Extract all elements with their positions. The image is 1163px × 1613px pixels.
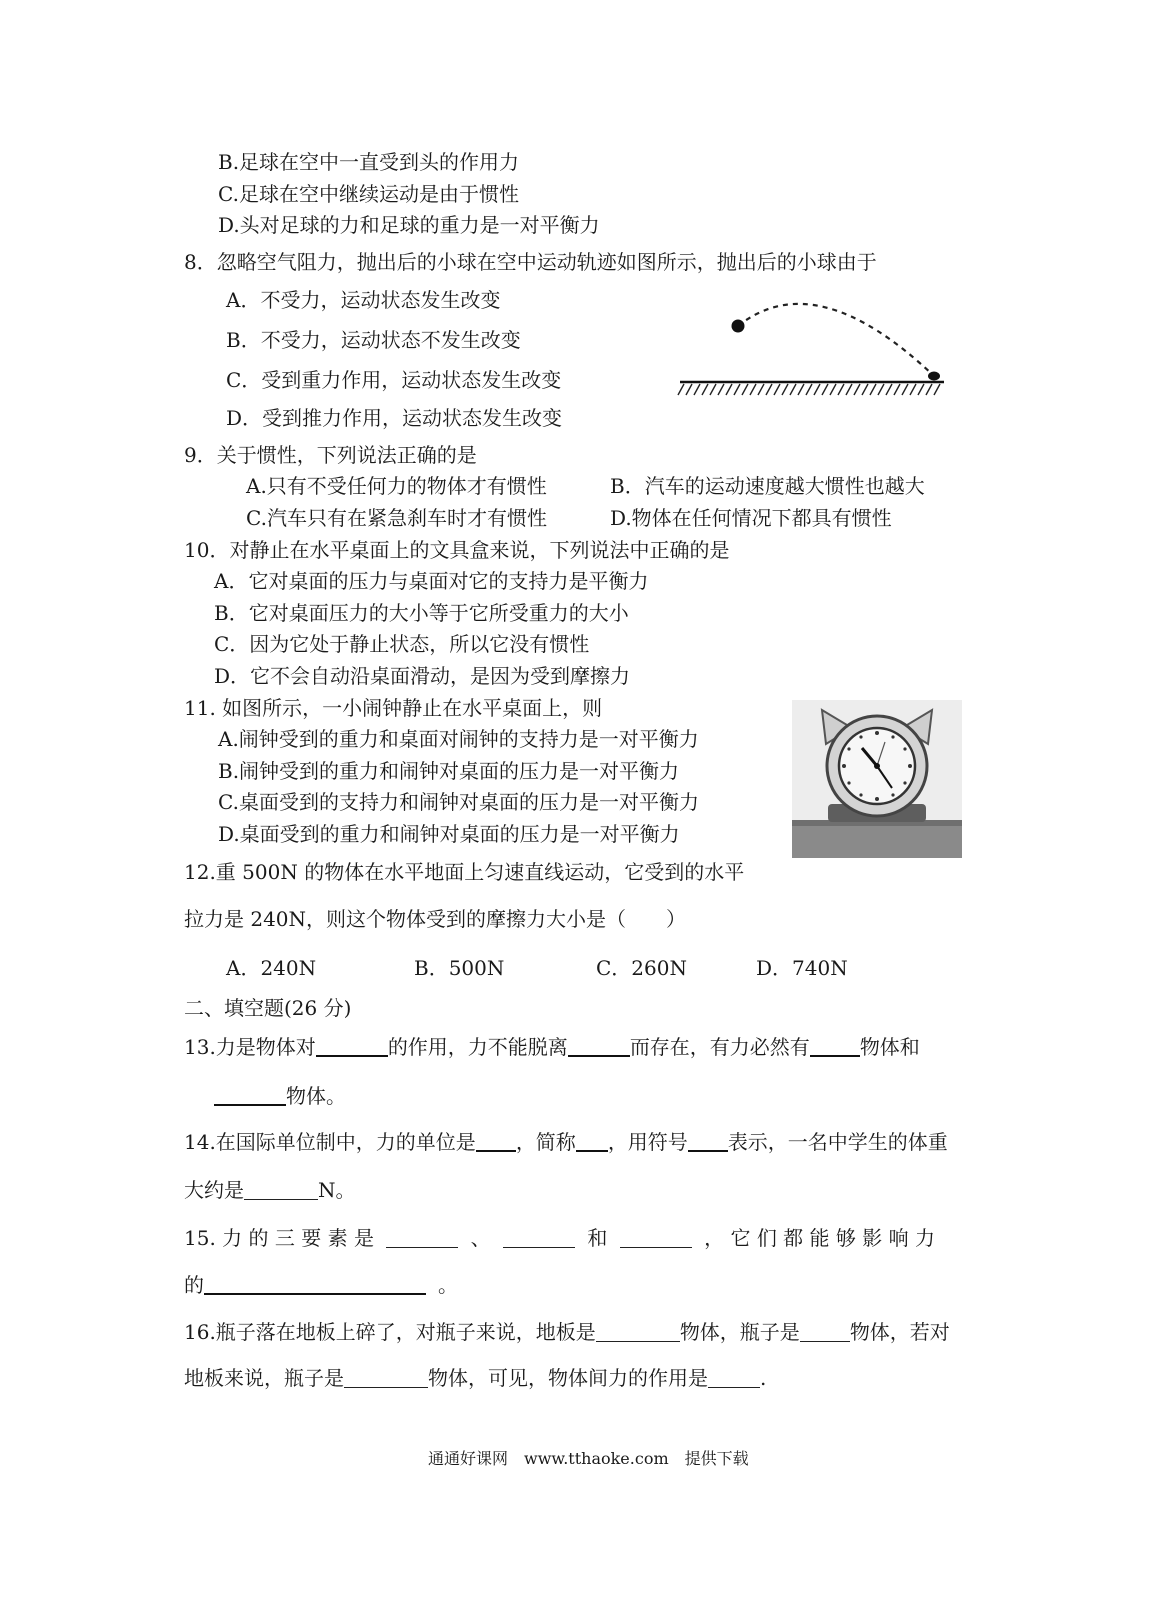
ball-end <box>928 372 940 381</box>
q11-option-a: A.闹钟受到的重力和桌面对闹钟的支持力是一对平衡力 <box>218 727 699 751</box>
q16-text-2: 物体，瓶子是 <box>679 1320 800 1344</box>
q13-blank-1 <box>316 1037 388 1057</box>
q15-text-2: 、 <box>470 1226 491 1250</box>
q16-blank-4 <box>708 1369 760 1388</box>
q10-option-d: D．它不会自动沿桌面滑动，是因为受到摩擦力 <box>214 664 631 688</box>
projectile-trajectory-figure <box>676 284 948 400</box>
q13-text-3: 而存在，有力必然有 <box>629 1035 810 1059</box>
q12-option-c: C．260N <box>596 956 687 980</box>
q10-option-b: B．它对桌面压力的大小等于它所受重力的大小 <box>214 601 629 625</box>
q12-line2: 拉力是 240N，则这个物体受到的摩擦力大小是（ ） <box>184 907 687 931</box>
q9-stem: 9．关于惯性，下列说法正确的是 <box>184 443 477 467</box>
q8-option-a: A．不受力，运动状态发生改变 <box>226 288 501 312</box>
q14-text-5: 大约是 <box>184 1178 244 1202</box>
q15-text-4: ， 它 们 都 能 够 影 响 力 <box>704 1226 935 1250</box>
q11-option-b: B.闹钟受到的重力和闹钟对桌面的压力是一对平衡力 <box>218 759 680 783</box>
q16-line2 <box>184 1366 766 1390</box>
q8-option-d: D．受到推力作用，运动状态发生改变 <box>226 406 563 430</box>
q13-text-1: 13.力是物体对 <box>184 1035 316 1059</box>
q13-blank-4 <box>214 1086 286 1106</box>
q13-text-2: 的作用，力不能脱离 <box>387 1035 568 1059</box>
q15-text-6: 。 <box>438 1273 458 1297</box>
q8-option-b: B．不受力，运动状态不发生改变 <box>226 328 521 352</box>
footer-credit: 通通好课网 www.tthaoke.com 提供下载 <box>428 1449 749 1468</box>
q11-stem: 11. 如图所示，一小闹钟静止在水平桌面上，则 <box>184 696 603 720</box>
q14-blank-1 <box>476 1132 516 1152</box>
q14-blank-2 <box>576 1132 608 1152</box>
q10-option-a: A．它对桌面的压力与桌面对它的支持力是平衡力 <box>214 569 649 593</box>
q16-text-4: 地板来说，瓶子是 <box>184 1366 344 1390</box>
q13-text-5: 物体。 <box>286 1084 346 1108</box>
q12-line1: 12.重 500N 的物体在水平地面上匀速直线运动，它受到的水平 <box>184 860 745 884</box>
q12-option-a: A．240N <box>226 956 317 980</box>
q15-text-3: 和 <box>587 1226 608 1250</box>
q15-line1 <box>184 1226 935 1250</box>
q12-option-d: D．740N <box>756 956 848 980</box>
q8-stem: 8．忽略空气阻力，抛出后的小球在空中运动轨迹如图所示，抛出后的小球由于 <box>184 250 877 274</box>
q16-blank-1 <box>596 1323 680 1342</box>
q14-line1 <box>184 1130 948 1154</box>
q15-blank-4 <box>204 1275 426 1295</box>
q14-blank-3 <box>688 1132 728 1152</box>
q15-blank-1 <box>386 1229 458 1248</box>
q16-blank-3 <box>344 1369 428 1388</box>
q13-text-4: 物体和 <box>859 1035 920 1059</box>
q15-text-5: 的 <box>184 1273 204 1297</box>
q9-option-c: C.汽车只有在紧急刹车时才有惯性 <box>246 506 547 530</box>
q9-option-b: B．汽车的运动速度越大惯性也越大 <box>610 474 925 498</box>
q15-line2 <box>184 1273 458 1297</box>
q8-option-c: C．受到重力作用，运动状态发生改变 <box>226 368 562 392</box>
q10-option-c: C．因为它处于静止状态，所以它没有惯性 <box>214 632 590 656</box>
q16-text-3: 物体，若对 <box>849 1320 950 1344</box>
q7-option-b: B.足球在空中一直受到头的作用力 <box>218 150 520 174</box>
q13-blank-3 <box>810 1037 860 1057</box>
ball-start <box>732 320 745 333</box>
q10-stem: 10．对静止在水平桌面上的文具盒来说，下列说法中正确的是 <box>184 538 730 562</box>
q16-text-1: 16.瓶子落在地板上碎了，对瓶子来说，地板是 <box>184 1320 596 1344</box>
q16-blank-2 <box>800 1323 850 1342</box>
q11-option-d: D.桌面受到的重力和闹钟对桌面的压力是一对平衡力 <box>218 822 680 846</box>
q14-text-1: 14.在国际单位制中，力的单位是 <box>184 1130 476 1154</box>
q14-text-3: ，用符号 <box>607 1130 688 1154</box>
q7-option-c: C.足球在空中继续运动是由于惯性 <box>218 182 519 206</box>
q13-blank-2 <box>568 1037 630 1057</box>
q9-option-a: A.只有不受任何力的物体才有惯性 <box>246 474 547 498</box>
q14-text-2: ，简称 <box>515 1130 576 1154</box>
q15-text-1: 15. 力 的 三 要 素 是 <box>184 1226 374 1250</box>
q7-option-d: D.头对足球的力和足球的重力是一对平衡力 <box>218 213 600 237</box>
q14-text-6: N。 <box>318 1178 356 1202</box>
q13-line1 <box>184 1035 920 1059</box>
q14-blank-4 <box>244 1181 318 1200</box>
q15-blank-2 <box>503 1229 575 1248</box>
q13-line2 <box>214 1084 346 1108</box>
q14-line2 <box>184 1178 356 1202</box>
q14-text-4: 表示，一名中学生的体重 <box>727 1130 948 1154</box>
section-heading-fill-in: 二、填空题(26 分) <box>184 996 352 1020</box>
trajectory-dashed-path <box>738 304 934 376</box>
q16-line1 <box>184 1320 950 1344</box>
alarm-clock-photo <box>792 700 962 858</box>
q12-option-b: B．500N <box>414 956 505 980</box>
q16-text-5: 物体，可见，物体间力的作用是 <box>428 1366 708 1390</box>
q16-text-6: . <box>760 1366 767 1390</box>
q11-option-c: C.桌面受到的支持力和闹钟对桌面的压力是一对平衡力 <box>218 790 699 814</box>
q15-blank-3 <box>620 1229 692 1248</box>
q9-option-d: D.物体在任何情况下都具有惯性 <box>610 506 892 530</box>
